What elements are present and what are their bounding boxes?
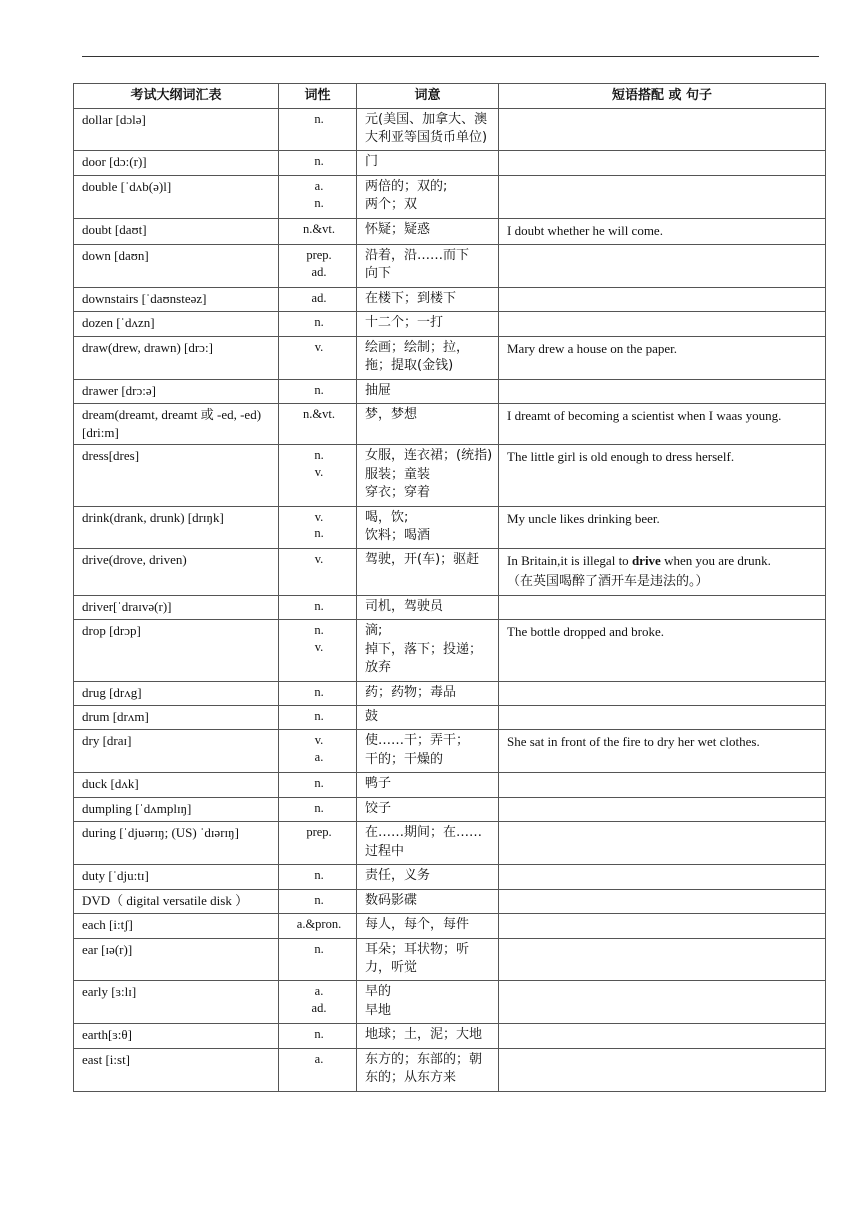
meaning: 耳朵；耳状物；听力，听觉 — [365, 941, 470, 976]
part-of-speech: n. — [314, 892, 324, 907]
example-cell — [499, 865, 826, 889]
part-of-speech-cell — [279, 773, 357, 797]
word-cell: duck [dʌk] — [74, 773, 279, 797]
part-of-speech-cell — [279, 914, 357, 938]
word-cell: draw(drew, drawn) [drɔ:] — [74, 336, 279, 379]
meaning: 司机，驾驶员 — [365, 598, 444, 614]
meaning-cell — [357, 938, 499, 981]
meaning: 每人，每个，每件 — [365, 917, 470, 933]
word-cell: downstairs [ˈdaʊnsteəz] — [74, 287, 279, 311]
column-header-pos: 词性 — [279, 84, 357, 109]
part-of-speech-cell — [279, 706, 357, 730]
part-of-speech: v. — [314, 733, 324, 748]
table-row — [74, 445, 826, 506]
table-row — [74, 620, 826, 681]
example-cell — [499, 797, 826, 821]
meaning-cell — [357, 981, 499, 1024]
meaning: 怀疑；疑惑 — [365, 221, 431, 237]
example-sentence — [507, 551, 820, 571]
table-row — [74, 889, 826, 913]
example-cell — [499, 379, 826, 403]
table-row — [74, 773, 826, 797]
example-cell — [499, 175, 826, 218]
word-cell: duty [ˈdju:tɪ] — [74, 865, 279, 889]
table-row — [74, 1048, 826, 1091]
example-sentence: My uncle likes drinking beer. — [507, 510, 660, 526]
meaning: 向下 — [365, 266, 392, 282]
meaning-cell — [357, 797, 499, 821]
example-text: when you are drunk. — [660, 553, 771, 569]
word-cell: drive(drove, driven) — [74, 549, 279, 595]
table-row — [74, 595, 826, 619]
word-cell: dream(dreamt, dreamt 或 -ed, -ed) [dri:m] — [74, 404, 279, 445]
meaning-cell — [357, 379, 499, 403]
example-cell — [499, 549, 826, 595]
meaning: 使……干；弄干； — [365, 733, 470, 749]
meaning: 女服，连衣裙；(统指)服装；童装 — [365, 448, 493, 482]
vocabulary-table — [73, 83, 826, 1092]
meaning-cell — [357, 244, 499, 287]
meaning: 元(美国、加拿大、澳大利亚等国货币单位) — [365, 111, 488, 145]
part-of-speech: n. — [314, 800, 324, 815]
meaning-cell — [357, 506, 499, 549]
part-of-speech: a. — [314, 984, 324, 999]
part-of-speech: ad. — [311, 290, 327, 305]
part-of-speech-cell — [279, 938, 357, 981]
vocabulary-rows — [74, 108, 826, 1091]
part-of-speech: n.&vt. — [303, 221, 335, 236]
example-cell — [499, 287, 826, 311]
meaning-cell — [357, 445, 499, 506]
example-cell — [499, 506, 826, 549]
word-cell: DVD（ digital versatile disk ） — [74, 889, 279, 913]
word-cell: early [ɜ:lɪ] — [74, 981, 279, 1024]
example-sentence: I dreamt of becoming a scientist when I waas young. — [507, 408, 782, 424]
part-of-speech: n. — [314, 154, 324, 169]
part-of-speech: a. — [314, 178, 324, 193]
word-cell: drink(drank, drunk) [drɪŋk] — [74, 506, 279, 549]
part-of-speech: n. — [314, 776, 324, 791]
part-of-speech-cell — [279, 797, 357, 821]
column-header-word: 考试大纲词汇表 — [74, 84, 279, 109]
example-sentence: She sat in front of the fire to dry her wet clothes. — [507, 734, 760, 750]
meaning: 干的；干燥的 — [365, 751, 444, 767]
part-of-speech: prep. — [306, 825, 332, 840]
meaning: 在……期间；在……过程中 — [365, 825, 483, 859]
table-header-row — [74, 84, 826, 109]
word-cell: dollar [dɔlə] — [74, 108, 279, 151]
table-row — [74, 404, 826, 445]
word-cell: dozen [ˈdʌzn] — [74, 312, 279, 336]
word-cell: earth[ɜ:θ] — [74, 1024, 279, 1048]
meaning: 掉下，落下；投递；放弃 — [365, 641, 483, 676]
table-row — [74, 175, 826, 218]
example-cell — [499, 773, 826, 797]
table-row — [74, 822, 826, 865]
example-cell — [499, 595, 826, 619]
meaning: 东方的；东部的；朝东的；从东方来 — [365, 1051, 483, 1086]
example-cell — [499, 108, 826, 151]
header-rule — [82, 56, 819, 57]
word-cell: driver[ˈdraɪvə(r)] — [74, 595, 279, 619]
table-row — [74, 914, 826, 938]
part-of-speech-cell — [279, 336, 357, 379]
part-of-speech-cell — [279, 730, 357, 773]
example-cell — [499, 151, 826, 175]
part-of-speech-cell — [279, 312, 357, 336]
example-cell — [499, 1048, 826, 1091]
part-of-speech: n. — [314, 941, 324, 956]
part-of-speech: prep. — [306, 247, 332, 262]
word-cell: drug [drʌg] — [74, 681, 279, 705]
meaning: 梦，梦想 — [365, 407, 418, 423]
part-of-speech: v. — [314, 509, 324, 524]
example-cell — [499, 938, 826, 981]
part-of-speech: n. — [314, 448, 324, 463]
example-cell — [499, 730, 826, 773]
part-of-speech-cell — [279, 218, 357, 244]
meaning-cell — [357, 730, 499, 773]
word-cell: double [ˈdʌb(ə)l] — [74, 175, 279, 218]
word-cell: during [ˈdjuərɪŋ; (US) ˈdɪərɪŋ] — [74, 822, 279, 865]
example-cell — [499, 889, 826, 913]
meaning: 数码影碟 — [365, 892, 418, 908]
table-row — [74, 218, 826, 244]
example-sentence: The bottle dropped and broke. — [507, 624, 665, 640]
table-row — [74, 108, 826, 151]
part-of-speech: v. — [314, 640, 324, 655]
meaning-cell — [357, 620, 499, 681]
word-cell: dumpling [ˈdʌmplɪŋ] — [74, 797, 279, 821]
part-of-speech-cell — [279, 865, 357, 889]
example-sentence: Mary drew a house on the paper. — [507, 340, 678, 356]
part-of-speech: a. — [314, 1051, 324, 1066]
word-cell: down [daʊn] — [74, 244, 279, 287]
table-row — [74, 681, 826, 705]
table-row — [74, 1024, 826, 1048]
part-of-speech: n. — [314, 111, 324, 126]
example-cell — [499, 445, 826, 506]
table-row — [74, 938, 826, 981]
meaning-cell — [357, 681, 499, 705]
table-row — [74, 549, 826, 595]
meaning: 门 — [365, 154, 379, 170]
table-row — [74, 865, 826, 889]
part-of-speech: n. — [314, 868, 324, 883]
part-of-speech: n. — [314, 684, 324, 699]
example-cell — [499, 1024, 826, 1048]
part-of-speech: n. — [314, 623, 324, 638]
part-of-speech-cell — [279, 889, 357, 913]
part-of-speech-cell — [279, 1048, 357, 1091]
column-header-example: 短语搭配 或 句子 — [499, 84, 826, 109]
table-row — [74, 730, 826, 773]
part-of-speech: v. — [314, 552, 324, 567]
part-of-speech-cell — [279, 506, 357, 549]
example-sentence: I doubt whether he will come. — [507, 222, 663, 238]
meaning-cell — [357, 404, 499, 445]
example-cell — [499, 822, 826, 865]
part-of-speech-cell — [279, 445, 357, 506]
part-of-speech-cell — [279, 822, 357, 865]
word-cell: door [dɔ:(r)] — [74, 151, 279, 175]
meaning: 绘画；绘制；拉，拖；提取(金钱) — [365, 339, 470, 374]
part-of-speech: ad. — [311, 264, 327, 279]
meaning: 饺子 — [365, 800, 392, 816]
word-cell: ear [ɪə(r)] — [74, 938, 279, 981]
table-row — [74, 312, 826, 336]
word-cell: doubt [daʊt] — [74, 218, 279, 244]
meaning: 早地 — [365, 1002, 392, 1018]
meaning: 地球；土，泥；大地 — [365, 1027, 483, 1043]
part-of-speech-cell — [279, 287, 357, 311]
example-cell — [499, 336, 826, 379]
meaning-cell — [357, 336, 499, 379]
example-cell — [499, 218, 826, 244]
meaning-cell — [357, 151, 499, 175]
word-cell: dry [draɪ] — [74, 730, 279, 773]
part-of-speech: n. — [314, 315, 324, 330]
word-cell: east [i:st] — [74, 1048, 279, 1091]
part-of-speech-cell — [279, 244, 357, 287]
meaning: 在楼下；到楼下 — [365, 290, 457, 306]
part-of-speech: n.&vt. — [303, 407, 335, 422]
part-of-speech: n. — [314, 1027, 324, 1042]
meaning-cell — [357, 773, 499, 797]
meaning: 穿衣；穿着 — [365, 485, 431, 501]
meaning: 抽屉 — [365, 382, 392, 398]
part-of-speech: v. — [314, 465, 324, 480]
part-of-speech-cell — [279, 595, 357, 619]
word-cell: drop [drɔp] — [74, 620, 279, 681]
meaning-cell — [357, 1048, 499, 1091]
part-of-speech-cell — [279, 175, 357, 218]
part-of-speech: n. — [314, 382, 324, 397]
meaning: 药；药物；毒品 — [365, 684, 457, 700]
meaning: 沿着，沿……而下 — [365, 247, 470, 263]
meaning-cell — [357, 287, 499, 311]
part-of-speech-cell — [279, 1024, 357, 1048]
table-row — [74, 151, 826, 175]
meaning-cell — [357, 1024, 499, 1048]
table-row — [74, 797, 826, 821]
example-cell — [499, 312, 826, 336]
meaning: 十二个；一打 — [365, 315, 444, 331]
meaning-cell — [357, 218, 499, 244]
meaning-cell — [357, 549, 499, 595]
example-cell — [499, 981, 826, 1024]
word-cell: drawer [drɔ:ə] — [74, 379, 279, 403]
part-of-speech-cell — [279, 404, 357, 445]
meaning-cell — [357, 889, 499, 913]
meaning: 两个；双 — [365, 197, 418, 213]
table-row — [74, 336, 826, 379]
meaning: 责任，义务 — [365, 868, 431, 884]
part-of-speech-cell — [279, 981, 357, 1024]
table-row — [74, 706, 826, 730]
table-row — [74, 379, 826, 403]
meaning: 鼓 — [365, 709, 379, 725]
table-row — [74, 506, 826, 549]
meaning-cell — [357, 822, 499, 865]
meaning: 驾驶，开(车)；驱赶 — [365, 552, 480, 568]
meaning: 早的 — [365, 984, 392, 1000]
example-cell — [499, 404, 826, 445]
part-of-speech-cell — [279, 151, 357, 175]
part-of-speech: a. — [314, 750, 324, 765]
meaning: 喝，饮; — [365, 509, 409, 525]
example-cell — [499, 681, 826, 705]
meaning-cell — [357, 312, 499, 336]
example-sentence: The little girl is old enough to dress herself. — [507, 449, 735, 465]
table-row — [74, 981, 826, 1024]
part-of-speech: n. — [314, 526, 324, 541]
highlighted-word: drive — [631, 553, 661, 569]
meaning: 饮料；喝酒 — [365, 528, 431, 544]
meaning-cell — [357, 914, 499, 938]
example-cell — [499, 620, 826, 681]
meaning: 鸭子 — [365, 776, 392, 792]
example-cell — [499, 706, 826, 730]
part-of-speech-cell — [279, 108, 357, 151]
word-cell: dress[dres] — [74, 445, 279, 506]
part-of-speech-cell — [279, 681, 357, 705]
word-cell: each [i:tʃ] — [74, 914, 279, 938]
table-row — [74, 287, 826, 311]
part-of-speech: a.&pron. — [296, 917, 342, 932]
word-cell: drum [drʌm] — [74, 706, 279, 730]
example-cell — [499, 914, 826, 938]
meaning-cell — [357, 706, 499, 730]
column-header-meaning: 词意 — [357, 84, 499, 109]
part-of-speech-cell — [279, 620, 357, 681]
meaning-cell — [357, 108, 499, 151]
example-cell — [499, 244, 826, 287]
meaning-cell — [357, 175, 499, 218]
part-of-speech: n. — [314, 598, 324, 613]
example-text: In Britain,it is illegal to — [507, 553, 632, 569]
meaning-cell — [357, 595, 499, 619]
part-of-speech-cell — [279, 549, 357, 595]
part-of-speech: n. — [314, 195, 324, 210]
part-of-speech: ad. — [311, 1001, 327, 1016]
part-of-speech: n. — [314, 709, 324, 724]
part-of-speech-cell — [279, 379, 357, 403]
meaning-cell — [357, 865, 499, 889]
table-row — [74, 244, 826, 287]
meaning: 两倍的；双的; — [365, 178, 448, 194]
example-translation: （在英国喝醉了酒开车是违法的。） — [507, 573, 709, 589]
part-of-speech: v. — [314, 339, 324, 354]
meaning: 滴; — [365, 623, 383, 639]
